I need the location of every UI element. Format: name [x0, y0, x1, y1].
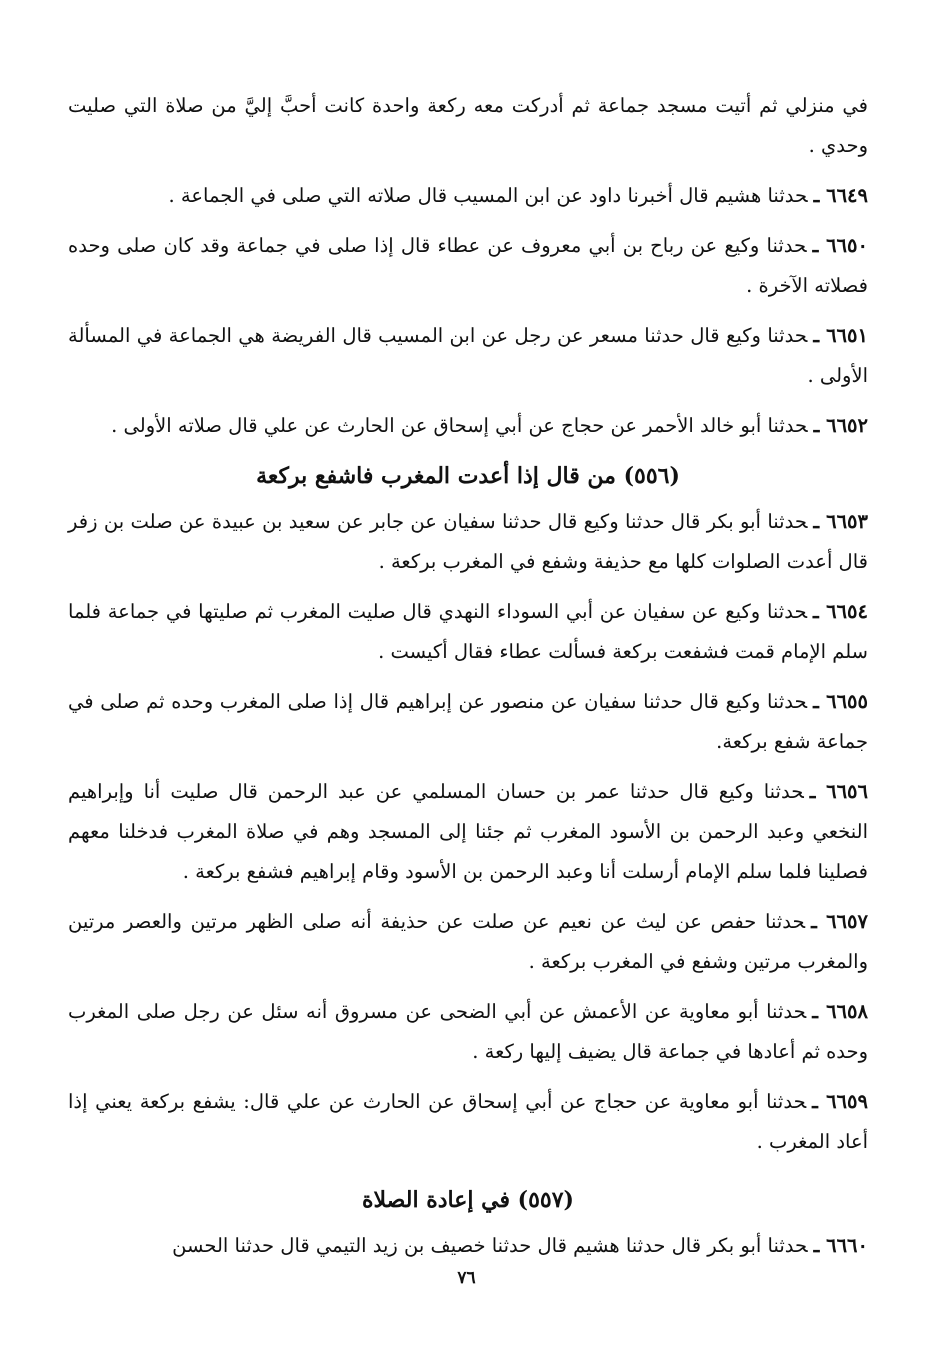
hadith-paragraph [68, 992, 868, 1072]
section-heading-557: (٥٥٧) في إعادة الصلاة [362, 1187, 574, 1213]
hadith-text: حدثنا أبو معاوية عن حجاج عن أبي إسحاق عن الحارث عن علي قال: يشفع بركعة يعني إذا أعاد المغرب . [68, 1090, 868, 1153]
hadith-number: ٦٦٥٠ ـ [812, 234, 868, 257]
hadith-paragraph [68, 902, 868, 982]
section-heading-556: (٥٥٦) من قال إذا أعدت المغرب فاشفع بركعة [256, 463, 680, 489]
hadith-paragraph [68, 406, 868, 446]
hadith-text: حدثنا وكيع عن رباح بن أبي معروف عن عطاء قال إذا صلى في جماعة وقد كان صلى وحده فصلاته الآخرة . [68, 234, 868, 297]
hadith-number: ٦٦٥٢ ـ [813, 414, 868, 437]
hadith-text: حدثنا حفص عن ليث عن نعيم عن صلت عن حذيفة أنه صلى الظهر مرتين والعصر مرتين والمغرب مرتين وشفع في المغرب بركعة . [68, 910, 868, 973]
hadith-text: حدثنا أبو بكر قال حدثنا هشيم قال حدثنا خصيف بن زيد التيمي قال حدثنا الحسن [172, 1234, 808, 1257]
hadith-paragraph [68, 682, 868, 762]
hadith-number: ٦٦٥٨ ـ [812, 1000, 868, 1023]
hadith-number: ٦٦٥٤ ـ [813, 600, 868, 623]
hadith-number: ٦٦٦٠ ـ [813, 1234, 868, 1257]
page-content [68, 86, 868, 1276]
hadith-number: ٦٦٥١ ـ [813, 324, 868, 347]
hadith-paragraph [68, 502, 868, 582]
hadith-text: حدثنا أبو خالد الأحمر عن حجاج عن أبي إسحاق عن الحارث عن علي قال صلاته الأولى . [111, 414, 808, 437]
hadith-text: حدثنا وكيع عن سفيان عن أبي السوداء النهدي قال صليت المغرب ثم صليتها في جماعة فلما سلم الإمام قمت فشفعت بركعة فسألت عطاء فقال أكيست . [68, 600, 868, 663]
hadith-text: حدثنا أبو معاوية عن الأعمش عن أبي الضحى عن مسروق أنه سئل عن رجل صلى المغرب وحده ثم أعادها في جماعة قال يضيف إليها ركعة . [68, 1000, 868, 1063]
hadith-paragraph [68, 1082, 868, 1162]
hadith-paragraph [68, 592, 868, 672]
hadith-paragraph [68, 86, 868, 166]
hadith-text: حدثنا أبو بكر قال حدثنا وكيع قال حدثنا سفيان عن جابر عن سعيد بن عبيدة عن صلت بن زفر قال أعدت الصلوات كلها مع حذيفة وشفع في المغرب بركعة . [68, 510, 868, 573]
hadith-text: حدثنا وكيع قال حدثنا مسعر عن رجل عن ابن المسيب قال الفريضة هي الجماعة في المسألة الأولى . [68, 324, 868, 387]
hadith-number: ٦٦٥٧ ـ [811, 910, 868, 933]
page-number: ٧٦ [457, 1268, 476, 1288]
hadith-paragraph [68, 226, 868, 306]
hadith-paragraph [68, 176, 868, 216]
hadith-text: حدثنا هشيم قال أخبرنا داود عن ابن المسيب قال صلاته التي صلى في الجماعة . [168, 184, 808, 207]
hadith-number: ٦٦٥٦ ـ [809, 780, 868, 803]
hadith-text: حدثنا وكيع قال حدثنا عمر بن حسان المسلمي عن عبد الرحمن قال صليت أنا وإبراهيم النخعي وعبد الرحمن بن الأسود المغرب ثم جئنا إلى المسجد وهم في صلاة المغرب فدخلنا معهم فصلينا فلما سلم الإمام أرسلت أنا وعبد الرحمن بن الأسود وقام إبراهيم فشفع بركعة . [68, 780, 868, 883]
hadith-number: ٦٦٥٣ ـ [813, 510, 868, 533]
hadith-text: في منزلي ثم أتيت مسجد جماعة ثم أدركت معه ركعة واحدة كانت أحبَّ إليَّ من صلاة التي صليت وحدي . [68, 94, 868, 157]
hadith-number: ٦٦٤٩ ـ [813, 184, 868, 207]
hadith-number: ٦٦٥٥ ـ [813, 690, 868, 713]
hadith-paragraph [68, 316, 868, 396]
hadith-number: ٦٦٥٩ ـ [812, 1090, 868, 1113]
hadith-paragraph [68, 1226, 868, 1266]
hadith-paragraph [68, 772, 868, 892]
hadith-text: حدثنا وكيع قال حدثنا سفيان عن منصور عن إبراهيم قال إذا صلى المغرب وحده ثم صلى في جماعة شفع بركعة. [68, 690, 868, 753]
